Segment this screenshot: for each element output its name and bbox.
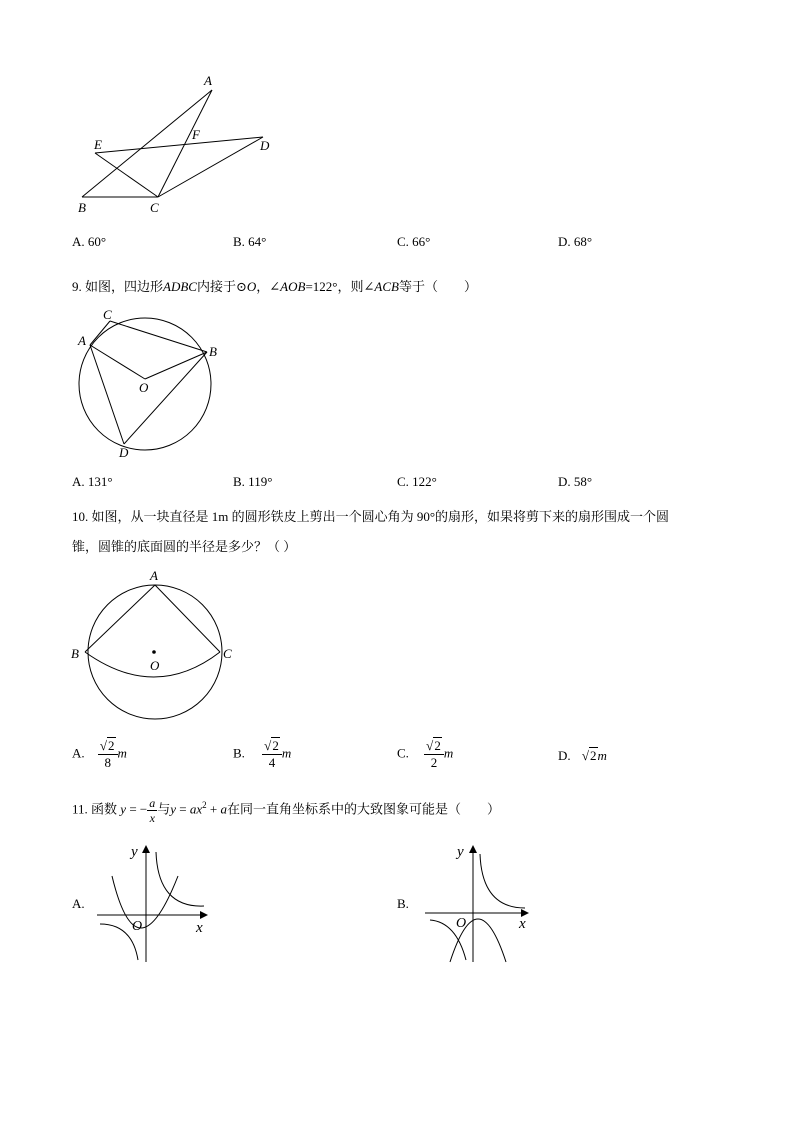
q9-figure [70, 302, 230, 464]
label-a: A [204, 73, 212, 88]
q9-stem [72, 276, 477, 295]
q10-option-c-letter: C. [397, 745, 409, 761]
q9-text-mid3: =122°，则∠ [305, 279, 375, 294]
q10-option-d[interactable]: D. √2m [558, 748, 607, 763]
q11-b-hyperbola-q1 [480, 854, 525, 908]
q11-a-origin-label: O [132, 919, 143, 934]
q10-d-unit: m [597, 748, 607, 763]
q10-stem-line2: 锥，圆锥的底面圆的半径是多少？（ ） [72, 539, 297, 554]
q11-text-mid: 与 [157, 801, 171, 817]
q10-option-b[interactable] [233, 738, 291, 771]
q10-b-den: 4 [268, 755, 276, 770]
q10-c-unit: m [443, 745, 454, 761]
q11-f1-lhs: y [120, 801, 127, 817]
q11-a-parabola [112, 876, 178, 928]
q8-option-a[interactable]: A. 60° [72, 234, 107, 249]
q11-b-x-label: x [519, 916, 526, 932]
q10-center-dot [152, 650, 156, 654]
q10-c-num: 2 [434, 738, 441, 753]
line-ed [95, 137, 263, 153]
label-e: E [94, 137, 102, 152]
q9-acb: ACB [374, 279, 399, 294]
q11-f2-eq: = [176, 801, 190, 817]
q9-label-b: B [209, 344, 217, 359]
q10-label-c: C [223, 646, 232, 661]
line-ac [158, 90, 212, 197]
q11-graph-b-letter[interactable]: B. [397, 896, 409, 911]
q11-b-origin-label: O [456, 916, 467, 931]
q10-option-a-frac: $\frac{√2}{8}$ [98, 738, 118, 771]
q11-f1-eq: = − [126, 801, 148, 817]
q11-a-y-label: y [131, 844, 138, 860]
q11-f2-exp: 2 [202, 800, 207, 811]
q11-stem [72, 796, 500, 825]
q10-option-c-frac: $\frac{√2}{2}$ [424, 738, 444, 771]
q11-f2-plus: + [206, 801, 221, 817]
q9-text-pre: 如图，四边形 [85, 279, 164, 294]
q10-option-a-letter: A. [72, 745, 85, 761]
q10-b-unit: m [281, 745, 292, 761]
q10-label-a: A [150, 568, 158, 583]
q11-f1-den: x [149, 811, 155, 825]
q11-a-hyperbola-q1 [156, 852, 204, 906]
q11-b-y-label: y [457, 844, 464, 860]
q11-graph-a-letter[interactable]: A. [72, 896, 85, 911]
q11-graph-b[interactable] [420, 840, 535, 965]
q10-number: 10. [72, 509, 89, 524]
q9-quad: ADBC [163, 279, 197, 294]
q10-a-unit: m [117, 745, 127, 761]
q9-option-b[interactable]: B. 119° [233, 474, 273, 489]
q10-option-c[interactable] [397, 738, 453, 771]
q9-o: O [246, 279, 257, 294]
q10-a-num: 2 [108, 738, 115, 753]
q9-label-o: O [139, 380, 149, 395]
q10-label-o: O [150, 658, 160, 673]
q10-d-num: 2 [590, 748, 597, 763]
label-c: C [150, 200, 159, 215]
line-ec [95, 153, 158, 197]
q8-option-d[interactable]: D. 68° [558, 234, 593, 249]
q10-a-den: 8 [104, 755, 111, 770]
q9-label-a: A [78, 333, 86, 348]
q9-aob: AOB [280, 279, 306, 294]
label-f: F [192, 127, 200, 142]
q10-b-num: 2 [272, 738, 279, 753]
q8-option-b[interactable]: B. 64° [233, 234, 267, 249]
q10-option-b-frac: $\frac{√2}{4}$ [262, 738, 282, 771]
q10-line1: 如图，从一块直径是 1m 的圆形铁皮上剪出一个圆心角为 90°的扇形，如果将剪下来的扇形围成一个圆 [91, 509, 670, 524]
q11-graph-a[interactable] [92, 840, 217, 965]
q10-figure [68, 565, 243, 725]
q9-number: 9. [72, 279, 82, 294]
q10-label-b: B [71, 646, 79, 661]
q10-option-d-letter: D. [558, 748, 571, 763]
q11-f1-num: a [149, 796, 156, 810]
q9-label-c: C [103, 307, 112, 322]
q9-label-d: D [119, 445, 129, 460]
q9-option-c[interactable]: C. 122° [397, 474, 437, 489]
q10-option-a[interactable] [72, 738, 127, 771]
q11-text-post: 在同一直角坐标系中的大致图象可能是（ ） [227, 801, 501, 817]
q11-f2-a: a [220, 801, 228, 817]
q11-a-x-label: x [196, 920, 203, 936]
q8-figure [70, 70, 290, 220]
q11-number: 11. [72, 801, 88, 817]
q11-text-pre: 函数 [91, 801, 118, 817]
q8-option-c[interactable]: C. 66° [397, 234, 431, 249]
q10-option-b-letter: B. [233, 745, 245, 761]
label-d: D [260, 138, 270, 153]
q9-text-post: 等于（ ） [398, 279, 477, 294]
q9-option-a[interactable]: A. 131° [72, 474, 113, 489]
q11-f2-ax: ax [189, 801, 203, 817]
label-b: B [78, 200, 86, 215]
q11-f1-frac [147, 796, 157, 825]
q10-c-den: 2 [430, 755, 438, 770]
q9-option-d[interactable]: D. 58° [558, 474, 593, 489]
q9-text-mid2: ，∠ [256, 279, 281, 294]
q11-f2-lhs: y [170, 801, 177, 817]
q9-text-mid1: 内接于⊙ [196, 279, 247, 294]
q10-stem-line1 [72, 506, 669, 525]
